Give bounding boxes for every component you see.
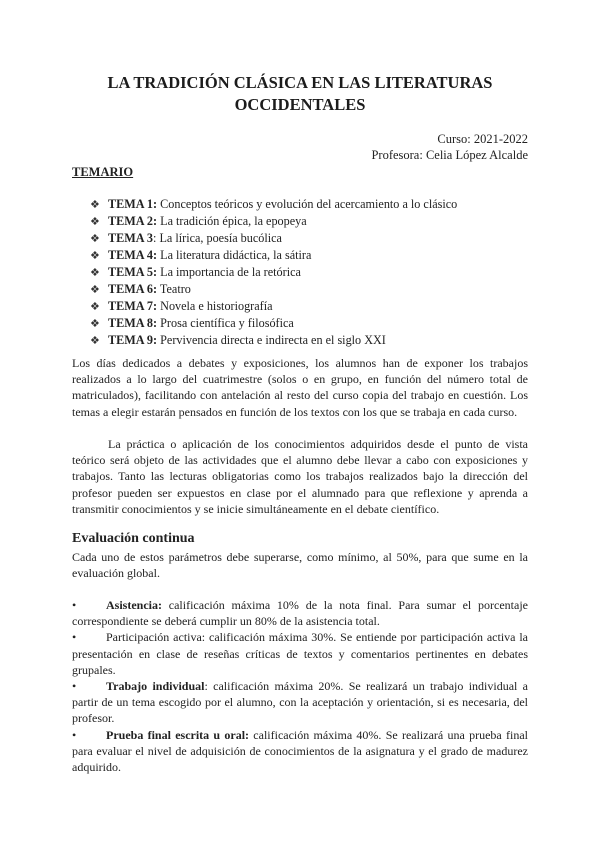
topic-label: TEMA 5: xyxy=(108,265,158,279)
evaluacion-list xyxy=(72,597,528,775)
topic-label: TEMA 8: xyxy=(108,316,158,330)
topic-text: Teatro xyxy=(157,282,191,296)
diamond-bullet-icon: ❖ xyxy=(90,284,100,296)
bullet-dot-icon: • xyxy=(72,727,77,742)
evaluacion-heading: Evaluación continua xyxy=(72,531,195,546)
topic-text: Prosa científica y filosófica xyxy=(157,316,294,330)
topic-item xyxy=(90,298,457,315)
course-info xyxy=(371,131,528,163)
title-line-1: LA TRADICIÓN CLÁSICA EN LAS LITERATURAS xyxy=(107,73,493,92)
topic-text: Pervivencia directa e indirecta en el siglo XXI xyxy=(157,333,386,347)
paragraph-debates: Los días dedicados a debates y exposiciones, los alumnos han de exponer los trabajos realizados a lo largo del cuatrimestre (solos o en grupo, en función del número total de matriculados), facilitando con antelación al resto del curso copia del trabajo en cuestión. Los temas a elegir estarán pensados en función de los textos con los que se trabaja en cada curso. xyxy=(72,356,528,419)
diamond-bullet-icon: ❖ xyxy=(90,318,100,330)
title-line-2: OCCIDENTALES xyxy=(234,95,366,114)
evaluacion-label: Prueba final escrita u oral: xyxy=(106,727,250,742)
topic-text: Novela e historiografía xyxy=(157,299,273,313)
topic-text: : La lírica, poesía bucólica xyxy=(153,231,282,245)
temario-heading: TEMARIO xyxy=(72,165,134,179)
topic-item xyxy=(90,230,457,247)
diamond-bullet-icon: ❖ xyxy=(90,233,100,245)
diamond-bullet-icon: ❖ xyxy=(90,250,100,262)
evaluacion-text: Participación activa: calificación máxima 30%. Se entiende por participación activa la presentación en clase de reseñas críticas de textos y comentarios pertinentes en debates grupales. xyxy=(72,630,528,677)
bullet-dot-icon: • xyxy=(72,679,77,694)
topic-label: TEMA 3 xyxy=(108,231,154,245)
topic-text: La importancia de la retórica xyxy=(157,265,301,279)
professor-name: Profesora: Celia López Alcalde xyxy=(371,148,528,162)
topic-item xyxy=(90,247,457,264)
topic-label: TEMA 4: xyxy=(108,248,158,262)
evaluacion-item xyxy=(72,597,528,629)
topic-item xyxy=(90,264,457,281)
topic-label: TEMA 9: xyxy=(108,333,158,347)
topic-label: TEMA 2: xyxy=(108,214,158,228)
topic-text: Conceptos teóricos y evolución del acercamiento a lo clásico xyxy=(157,197,458,211)
evaluacion-label: Trabajo individual xyxy=(106,679,205,694)
topic-item xyxy=(90,281,457,298)
topic-label: TEMA 1: xyxy=(108,197,158,211)
topic-item xyxy=(90,315,457,332)
evaluacion-intro: Cada uno de estos parámetros debe superarse, como mínimo, al 50%, para que sume en la evaluación global. xyxy=(72,550,528,581)
evaluacion-text: calificación máxima 40%. Se realizará una prueba final para evaluar el nivel de adquisición de conocimientos de la asignatura y el grado de madurez adquirido. xyxy=(72,727,528,775)
diamond-bullet-icon: ❖ xyxy=(90,301,100,313)
topic-text: La tradición épica, la epopeya xyxy=(157,214,307,228)
evaluacion-label: Asistencia: xyxy=(106,598,162,612)
evaluacion-item xyxy=(72,678,528,727)
topic-label: TEMA 6: xyxy=(108,282,158,296)
evaluacion-text: calificación máxima 10% de la nota final. Para sumar el porcentaje correspondiente se deberá cumplir un 80% de la asistencia total. xyxy=(72,598,528,629)
course-year: Curso: 2021-2022 xyxy=(437,132,528,146)
diamond-bullet-icon: ❖ xyxy=(90,199,100,211)
topic-text: La literatura didáctica, la sátira xyxy=(157,248,312,262)
bullet-dot-icon: • xyxy=(72,630,77,645)
paragraph-practica: La práctica o aplicación de los conocimientos adquiridos desde el punto de vista teórico será objeto de las actividades que el alumno debe llevar a cabo con exposiciones y trabajos. Tanto las lecturas obligatorias como los trabajos realizados bajo la dirección del profesor pueden ser expuestos en clase por el alumnado para que reflexione y aprenda a transmitir conocimientos y se inicie simultáneamente en el debate científico. xyxy=(72,437,528,516)
topic-list xyxy=(90,196,457,349)
topic-label: TEMA 7: xyxy=(108,299,158,313)
topic-item xyxy=(90,196,457,213)
topic-item xyxy=(90,213,457,230)
evaluacion-item xyxy=(72,629,528,678)
diamond-bullet-icon: ❖ xyxy=(90,267,100,279)
diamond-bullet-icon: ❖ xyxy=(90,335,100,347)
document-title xyxy=(60,72,540,116)
bullet-dot-icon: • xyxy=(72,598,77,612)
topic-item xyxy=(90,332,457,349)
evaluacion-text: : calificación máxima 20%. Se realizará un trabajo individual a partir de un tema escogido por el alumno, con la aceptación y orientación, si es necesaria, del profesor. xyxy=(72,679,529,726)
diamond-bullet-icon: ❖ xyxy=(90,216,100,228)
evaluacion-item xyxy=(72,727,528,776)
